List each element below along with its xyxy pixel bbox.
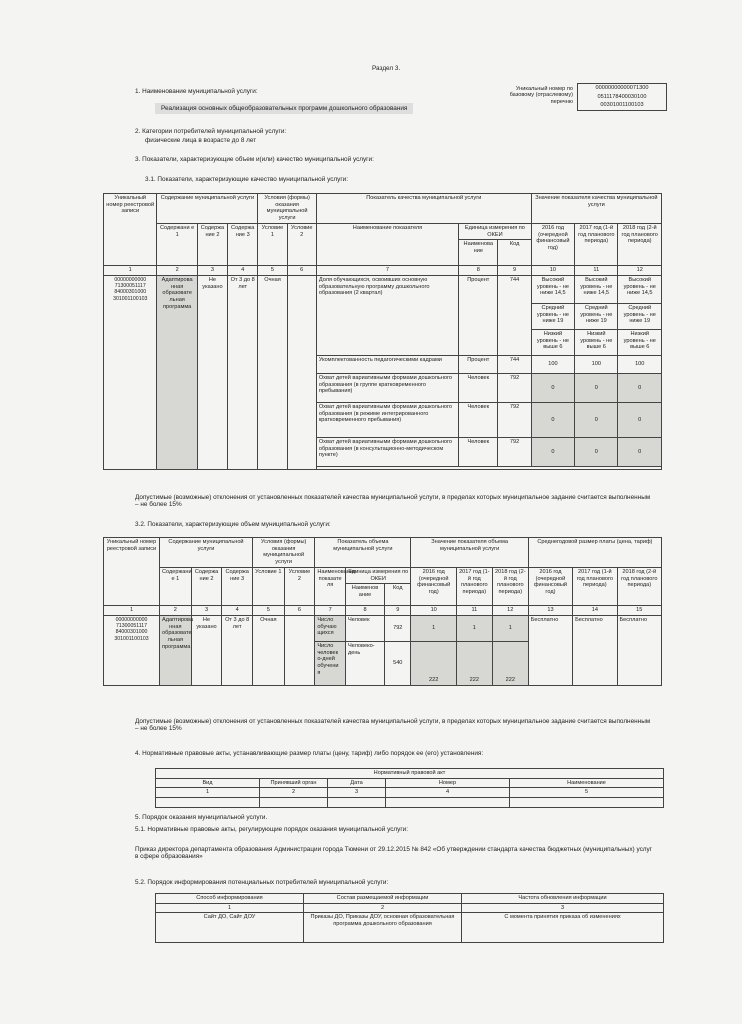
header-year-2018: 2018 год (2-й год планового периода) — [492, 567, 528, 605]
informing-frequency: С момента принятия приказа об изменениях — [462, 913, 664, 943]
header-year-2016: 2016 год (очередной финансовый год) — [411, 567, 456, 605]
header-content-2: Содержа ние 2 — [197, 223, 227, 265]
indicator-name: Укомплектованность педагогическими кадрами — [316, 355, 458, 373]
value-2017: 0 — [575, 373, 618, 402]
informing-heading: 5.2. Порядок информирования потенциальных потребителей муниципальной услуги: — [135, 879, 389, 886]
header-condition-2: Условие 2 — [284, 567, 315, 605]
consumer-category-label: 2. Категории потребителей муниципальной услуги: — [135, 128, 287, 135]
unique-number-box — [577, 83, 667, 111]
regnum-cell: 00000000000 71300051117 84000301000 301001100103 — [104, 275, 157, 469]
header-unit-name: Наименов ание — [345, 584, 384, 606]
header-indicator-name: Наименование показателя — [316, 223, 458, 265]
indicator-unit: Человек — [459, 437, 498, 466]
level-high: Высокий уровень - не ниже 14,5 — [531, 275, 574, 303]
level-low: Низкий уровень - не выше 6 — [618, 329, 662, 355]
col-number: 13 — [528, 606, 572, 616]
header-value: Значение показателя объема муниципальной услуги — [411, 538, 528, 568]
indicator-name: Охват детей вариативными формами дошкольного образования (в консультационно-методическом пункте) — [316, 437, 458, 466]
service-name-label: 1. Наименование муниципальной услуги: — [135, 88, 258, 95]
informing-table — [155, 893, 664, 943]
col-number: 4 — [222, 606, 253, 616]
price-2016: Бесплатно — [528, 615, 572, 685]
col-number: 4 — [386, 788, 510, 798]
header-indicator-name: Наименование показате ля — [315, 567, 346, 605]
informing-col-frequency: Частота обновления информации — [462, 894, 664, 904]
col-number: 11 — [456, 606, 492, 616]
volume-2016: 1 — [411, 615, 456, 641]
volume-2017: 1 — [456, 615, 492, 641]
condition-1-cell: Очная — [252, 615, 284, 685]
col-number: 11 — [575, 266, 618, 276]
header-unit-code: Код — [498, 240, 531, 266]
volume-indicator-code: 792 — [385, 615, 411, 641]
unique-number-line: 0511178400030100 — [578, 93, 667, 102]
col-number: 4 — [228, 266, 258, 276]
header-condition-1: Условие 1 — [258, 223, 287, 265]
header-year-2018: 2018 год (2-й год планового периода) — [618, 223, 662, 265]
legal-col-name: Наименование — [510, 778, 664, 788]
col-number: 10 — [531, 266, 574, 276]
level-mid: Средний уровень - не ниже 19 — [618, 303, 662, 329]
quality-deviation-note: Допустимые (возможные) отклонения от установленных показателей качества муниципальной услуги, в пределах которых муниципальное задание считается выполненным – не более 15% — [135, 494, 651, 509]
col-number: 6 — [287, 266, 316, 276]
col-number: 12 — [618, 266, 662, 276]
legal-col-type: Вид — [156, 778, 260, 788]
legal-empty-cell — [260, 798, 328, 808]
col-number: 14 — [573, 606, 617, 616]
indicator-code: 744 — [498, 355, 531, 373]
header-unit-code: Код — [385, 584, 411, 606]
informing-col-method: Способ информирования — [156, 894, 304, 904]
content-2-cell: Не указано — [191, 615, 222, 685]
level-mid: Средний уровень - не ниже 19 — [531, 303, 574, 329]
legal-acts-heading: 4. Нормативные правовые акты, устанавливающие размер платы (цену, тариф) либо порядок ее (его) установления: — [135, 750, 484, 757]
header-indicator: Показатель качества муниципальной услуги — [316, 194, 531, 224]
content-3-cell: От 3 до 8 лет — [222, 615, 253, 685]
col-number: 1 — [104, 606, 160, 616]
value-2018: 100 — [618, 355, 662, 373]
level-mid: Средний уровень - не ниже 19 — [575, 303, 618, 329]
col-number: 15 — [617, 606, 661, 616]
value-2018: 0 — [618, 402, 662, 437]
volume-deviation-note: Допустимые (возможные) отклонения от установленных показателей качества муниципальной услуги, в пределах которых муниципальное задание считается выполненным – не более 15% — [135, 718, 651, 733]
col-number: 3 — [197, 266, 227, 276]
legal-col-date: Дата — [328, 778, 386, 788]
value-2016: 0 — [531, 437, 574, 466]
header-content-3: Содержа ние 3 — [228, 223, 258, 265]
condition-1-cell: Очная — [258, 275, 287, 469]
header-content-1: Содержани е 1 — [157, 223, 197, 265]
price-2017: Бесплатно — [573, 615, 617, 685]
volume-indicator-name: Число человек о-дней обучени я — [315, 641, 346, 685]
section-title: Раздел 3. — [372, 65, 401, 72]
content-2-cell: Не указано — [197, 275, 227, 469]
col-number: 6 — [284, 606, 315, 616]
level-low: Низкий уровень - не выше 6 — [531, 329, 574, 355]
informing-method: Сайт ДО, Сайт ДОУ — [156, 913, 304, 943]
col-number: 5 — [258, 266, 287, 276]
service-name-value: Реализация основных общеобразовательных программ дошкольного образования — [155, 103, 413, 114]
legal-col-number: Номер — [386, 778, 510, 788]
header-price-2016: 2016 год (очередной финансовый год) — [528, 567, 572, 605]
volume-2017: 222 — [456, 641, 492, 685]
col-number: 5 — [252, 606, 284, 616]
value-2018: 0 — [618, 437, 662, 466]
indicator-unit: Человек — [459, 373, 498, 402]
col-number: 2 — [160, 606, 192, 616]
header-year-2016: 2016 год (очередной финансовый год) — [531, 223, 574, 265]
level-high: Высокий уровень - не ниже 14,5 — [575, 275, 618, 303]
content-1-cell: Адаптирова нная образовате льная программа — [160, 615, 192, 685]
indicator-unit: Человек — [459, 402, 498, 437]
header-content: Содержание муниципальной услуги — [157, 194, 258, 224]
unique-number-line: 00301001100103 — [578, 101, 667, 110]
indicator-unit: Процент — [459, 355, 498, 373]
header-unit: Единица измерения по ОКЕИ — [345, 567, 411, 583]
col-number: 3 — [328, 788, 386, 798]
value-2018: 0 — [618, 373, 662, 402]
col-number: 8 — [345, 606, 384, 616]
indicator-name: Доля обучающихся, освоивших основную образовательную программу дошкольного образования (2 квартал) — [316, 275, 458, 355]
legal-empty-cell — [386, 798, 510, 808]
content-3-cell: От 3 до 8 лет — [228, 275, 258, 469]
volume-indicator-unit: Человеко-день — [345, 641, 384, 685]
indicator-code: 792 — [498, 437, 531, 466]
indicators-heading: 3. Показатели, характеризующие объем и(или) качество муниципальной услуги: — [135, 156, 374, 163]
header-conditions: Условия (формы) оказания муниципальной услуги — [252, 538, 314, 568]
volume-indicator-code: 540 — [385, 641, 411, 685]
table-end-spacer — [316, 466, 661, 469]
level-low: Низкий уровень - не выше 6 — [575, 329, 618, 355]
service-procedure-heading: 5. Порядок оказания муниципальной услуги. — [135, 814, 268, 821]
value-2017: 0 — [575, 402, 618, 437]
indicator-code: 792 — [498, 402, 531, 437]
col-number: 12 — [492, 606, 528, 616]
col-number: 3 — [462, 903, 664, 913]
header-value: Значение показателя качества муниципальной услуги — [531, 194, 661, 224]
header-year-2017: 2017 год (1-й год планового периода) — [456, 567, 492, 605]
col-number: 1 — [156, 903, 304, 913]
header-unit: Единица измерения по ОКЕИ — [459, 223, 532, 239]
volume-indicator-name: Число обучаю щихся — [315, 615, 346, 641]
value-2017: 0 — [575, 437, 618, 466]
header-content-3: Содержа ние 3 — [222, 567, 253, 605]
informing-col-content: Состав размещаемой информации — [304, 894, 462, 904]
value-2016: 0 — [531, 373, 574, 402]
procedure-acts-heading: 5.1. Нормативные правовые акты, регулирующие порядок оказания муниципальной услуги: — [135, 826, 409, 833]
value-2017: 100 — [575, 355, 618, 373]
col-number: 2 — [304, 903, 462, 913]
unique-number-line: 00000000000071300 — [578, 84, 667, 93]
header-unit-name: Наименова ние — [459, 240, 498, 266]
volume-2018: 222 — [492, 641, 528, 685]
procedure-acts-text: Приказ директора департамента образования Администрации города Тюмени от 29.12.2015 № 842 «Об утверждении стандарта качества бюджетных (муниципальных) услуг в сфере образования» — [135, 846, 653, 861]
volume-indicators-heading: 3.2. Показатели, характеризующие объем муниципальной услуги: — [135, 521, 331, 528]
col-number: 3 — [191, 606, 222, 616]
legal-empty-cell — [328, 798, 386, 808]
condition-2-cell — [287, 275, 316, 469]
col-number: 9 — [498, 266, 531, 276]
header-content-1: Содержани е 1 — [160, 567, 192, 605]
col-number: 7 — [316, 266, 458, 276]
legal-acts-table — [155, 768, 664, 808]
col-number: 5 — [510, 788, 664, 798]
header-conditions: Условия (формы) оказания муниципальной услуги — [258, 194, 317, 224]
volume-2016: 222 — [411, 641, 456, 685]
level-high: Высокий уровень - не ниже 14,5 — [618, 275, 662, 303]
informing-content: Приказы ДО, Приказы ДОУ, основная образовательная программа дошкольного образования — [304, 913, 462, 943]
condition-2-cell — [284, 615, 315, 685]
col-number: 1 — [156, 788, 260, 798]
header-price: Среднегодовой размер платы (цена, тариф) — [528, 538, 661, 568]
header-content-2: Содержа ние 2 — [191, 567, 222, 605]
quality-indicators-heading: 3.1. Показатели, характеризующие качество муниципальной услуги: — [145, 176, 349, 183]
consumer-category-value: физические лица в возрасте до 8 лет — [145, 137, 257, 144]
volume-2018: 1 — [492, 615, 528, 641]
col-number: 1 — [104, 266, 157, 276]
header-condition-1: Условие 1 — [252, 567, 284, 605]
volume-table — [103, 537, 662, 686]
header-content: Содержание муниципальной услуги — [160, 538, 253, 568]
legal-empty-cell — [156, 798, 260, 808]
header-price-2018: 2018 год (2-й год планового периода) — [617, 567, 661, 605]
col-number: 10 — [411, 606, 456, 616]
regnum-cell: 00000000000 71300051117 84000301000 301001100103 — [104, 615, 160, 685]
volume-indicator-unit: Человек — [345, 615, 384, 641]
header-year-2017: 2017 год (1-й год планового периода) — [575, 223, 618, 265]
value-2016: 0 — [531, 402, 574, 437]
legal-empty-cell — [510, 798, 664, 808]
indicator-name: Охват детей вариативными формами дошкольного образования (в группе кратковременного пребывания) — [316, 373, 458, 402]
indicator-name: Охват детей вариативными формами дошкольного образования (в режиме интегрированного кратковременного пребывания) — [316, 402, 458, 437]
header-regnum: Уникальный номер реестровой записи — [104, 538, 160, 606]
indicator-code: 792 — [498, 373, 531, 402]
unique-number-label: Уникальный номер по базовому (отраслевому) перечню — [509, 86, 573, 105]
col-number: 9 — [385, 606, 411, 616]
col-number: 8 — [459, 266, 498, 276]
indicator-unit: Процент — [459, 275, 498, 355]
value-2016: 100 — [531, 355, 574, 373]
col-number: 2 — [157, 266, 197, 276]
price-2018: Бесплатно — [617, 615, 661, 685]
content-1-cell: Адаптирова нная образовате льная программа — [157, 275, 197, 469]
header-regnum: Уникальный номер реестровой записи — [104, 194, 157, 266]
header-indicator: Показатель объема муниципальной услуги — [315, 538, 411, 568]
legal-col-authority: Принявший орган — [260, 778, 328, 788]
quality-table — [103, 193, 662, 470]
indicator-code: 744 — [498, 275, 531, 355]
col-number: 2 — [260, 788, 328, 798]
col-number: 7 — [315, 606, 346, 616]
header-condition-2: Условие 2 — [287, 223, 316, 265]
legal-acts-header: Нормативный правовой акт — [156, 769, 664, 779]
header-price-2017: 2017 год (1-й год планового периода) — [573, 567, 617, 605]
